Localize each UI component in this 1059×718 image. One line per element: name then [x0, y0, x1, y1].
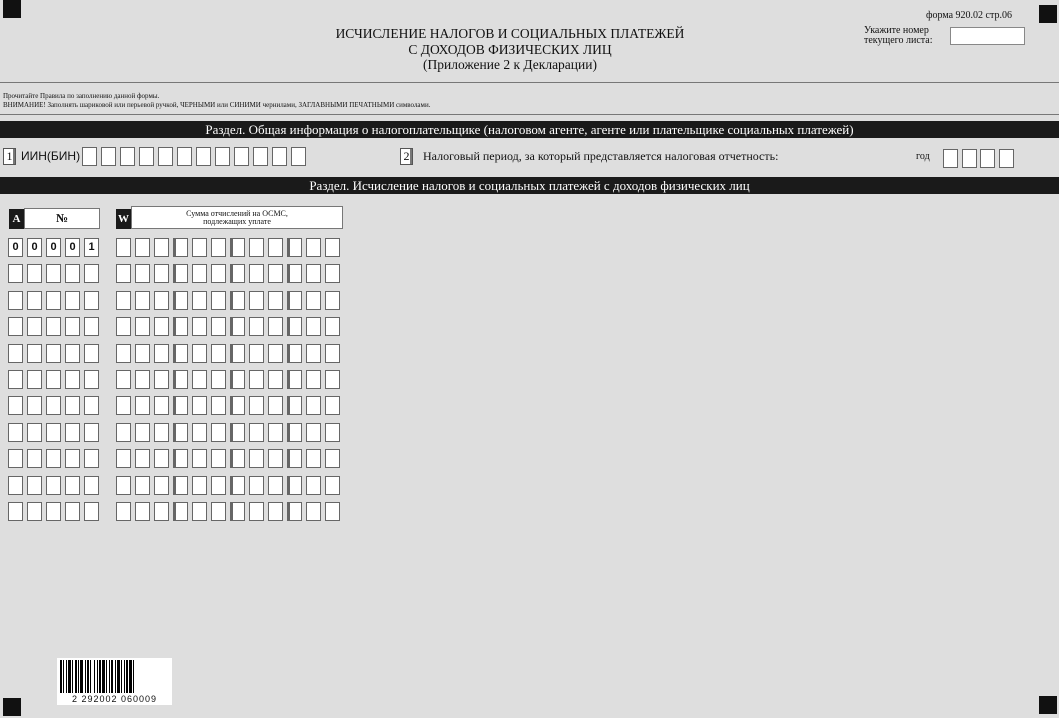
barcode-bar — [72, 660, 73, 693]
osms-amount-digit-cell[interactable] — [135, 396, 150, 415]
osms-amount-digit-cell[interactable] — [230, 502, 245, 521]
osms-amount-digit-cell[interactable] — [230, 476, 245, 495]
osms-amount-digit-cell[interactable] — [211, 317, 226, 336]
osms-amount-digit-cell[interactable] — [249, 370, 264, 389]
osms-amount-digit-cell[interactable] — [154, 423, 169, 442]
barcode-bar — [129, 660, 132, 693]
osms-amount-digit-cell[interactable] — [287, 449, 302, 468]
osms-amount-digit-cell[interactable] — [116, 449, 131, 468]
osms-amount-digit-cell[interactable] — [154, 238, 169, 257]
osms-amount-digit-cell[interactable] — [135, 238, 150, 257]
osms-amount-digit-cell[interactable] — [287, 344, 302, 363]
osms-amount-digit-cell[interactable] — [249, 476, 264, 495]
osms-amount-digit-cell[interactable] — [135, 370, 150, 389]
barcode-bar — [117, 660, 120, 693]
osms-amount-digit-cell[interactable] — [268, 396, 283, 415]
osms-amount-digit-cell[interactable] — [325, 423, 340, 442]
barcode-bar — [87, 660, 89, 693]
osms-amount-digit-cell[interactable] — [135, 344, 150, 363]
osms-amount-digit-cell[interactable] — [306, 264, 321, 283]
osms-amount-digit-cell[interactable] — [173, 264, 188, 283]
osms-amount-digit-cell[interactable] — [325, 396, 340, 415]
osms-amount-digit-cell[interactable] — [325, 476, 340, 495]
iin-bin-digit-cell[interactable] — [215, 147, 230, 166]
osms-amount-digit-cell[interactable] — [116, 238, 131, 257]
osms-amount-digit-cell[interactable] — [192, 476, 207, 495]
barcode-bar — [97, 660, 98, 693]
osms-amount-digit-cell[interactable] — [306, 449, 321, 468]
osms-amount-digit-cell[interactable] — [192, 502, 207, 521]
barcode-bar — [85, 660, 86, 693]
row-number-digit-cell[interactable] — [8, 502, 23, 521]
barcode-bar — [115, 660, 116, 693]
osms-amount-digit-cell[interactable] — [211, 449, 226, 468]
form-code: форма 920.02 стр.06 — [926, 10, 1012, 21]
osms-amount-digit-cell[interactable] — [192, 238, 207, 257]
row-number-digit-cell[interactable] — [46, 502, 61, 521]
osms-amount-digit-cell[interactable] — [325, 264, 340, 283]
osms-amount-digit-cell[interactable] — [249, 449, 264, 468]
row-number-digit-cell[interactable] — [84, 476, 99, 495]
osms-amount-digit-cell[interactable] — [154, 370, 169, 389]
registration-mark-top-right — [1039, 5, 1057, 23]
barcode-bar — [68, 660, 71, 693]
divider — [0, 82, 1059, 83]
row-number-digit-cell[interactable] — [27, 502, 42, 521]
registration-mark-top-left — [3, 0, 21, 18]
row-number-digit-cell[interactable] — [8, 476, 23, 495]
barcode-digits: 2 292002 060009 — [71, 694, 158, 704]
iin-bin-digit-cell[interactable] — [234, 147, 249, 166]
osms-amount-digit-cell[interactable] — [154, 344, 169, 363]
osms-amount-digit-cell[interactable] — [287, 317, 302, 336]
iin-bin-digit-cell[interactable] — [272, 147, 287, 166]
iin-bin-label: ИИН(БИН) — [21, 149, 81, 163]
osms-amount-digit-cell[interactable] — [211, 396, 226, 415]
row-number-digit-cell[interactable] — [46, 396, 61, 415]
osms-amount-digit-cell[interactable] — [230, 449, 245, 468]
row-number-digit-cell[interactable] — [27, 423, 42, 442]
osms-amount-digit-cell[interactable] — [249, 317, 264, 336]
row-number-digit-cell[interactable] — [84, 344, 99, 363]
divider — [0, 114, 1059, 115]
osms-amount-digit-cell[interactable] — [306, 238, 321, 257]
osms-amount-digit-cell[interactable] — [173, 423, 188, 442]
osms-amount-digit-cell[interactable] — [230, 238, 245, 257]
osms-amount-digit-cell[interactable] — [249, 344, 264, 363]
osms-amount-digit-cell[interactable] — [287, 370, 302, 389]
row-number-digit-cell[interactable] — [8, 423, 23, 442]
row-number-digit-cell[interactable] — [84, 291, 99, 310]
osms-amount-digit-cell[interactable] — [268, 502, 283, 521]
osms-amount-digit-cell[interactable] — [268, 449, 283, 468]
osms-amount-digit-cell[interactable] — [192, 396, 207, 415]
row-number-digit-cell[interactable] — [65, 449, 80, 468]
iin-bin-digit-cell[interactable] — [101, 147, 116, 166]
row-number-digit-cell[interactable] — [65, 291, 80, 310]
osms-amount-digit-cell[interactable] — [211, 370, 226, 389]
barcode-bar — [124, 660, 125, 693]
osms-amount-digit-cell[interactable] — [287, 238, 302, 257]
osms-amount-digit-cell[interactable] — [230, 396, 245, 415]
osms-amount-digit-cell[interactable] — [116, 423, 131, 442]
row-number-digit-cell[interactable] — [8, 396, 23, 415]
barcode-bar — [102, 660, 105, 693]
osms-amount-digit-cell[interactable] — [211, 476, 226, 495]
osms-amount-digit-cell[interactable] — [306, 370, 321, 389]
iin-bin-digit-cell[interactable] — [253, 147, 268, 166]
row-number-digit-cell[interactable] — [27, 370, 42, 389]
barcode-bar — [111, 660, 113, 693]
osms-amount-digit-cell[interactable] — [154, 449, 169, 468]
osms-amount-digit-cell[interactable] — [230, 317, 245, 336]
barcode — [57, 658, 172, 705]
osms-amount-digit-cell[interactable] — [287, 476, 302, 495]
osms-amount-digit-cell[interactable] — [230, 264, 245, 283]
row-number-digit-cell[interactable] — [27, 317, 42, 336]
osms-amount-digit-cell[interactable] — [306, 396, 321, 415]
iin-bin-digit-cell[interactable] — [177, 147, 192, 166]
osms-amount-digit-cell[interactable] — [268, 238, 283, 257]
row-number-digit-cell[interactable] — [65, 344, 80, 363]
field-number-badge: 2 — [400, 148, 413, 165]
row-number-digit-cell[interactable] — [84, 317, 99, 336]
osms-amount-digit-cell[interactable] — [154, 291, 169, 310]
iin-bin-digit-cell[interactable] — [158, 147, 173, 166]
osms-amount-digit-cell[interactable] — [287, 423, 302, 442]
osms-amount-digit-cell[interactable] — [230, 291, 245, 310]
osms-amount-digit-cell[interactable] — [211, 291, 226, 310]
iin-bin-digit-cell[interactable] — [139, 147, 154, 166]
barcode-bar — [121, 660, 122, 693]
osms-amount-digit-cell[interactable] — [325, 449, 340, 468]
osms-amount-digit-cell[interactable] — [249, 264, 264, 283]
osms-amount-digit-cell[interactable] — [268, 264, 283, 283]
osms-amount-digit-cell[interactable] — [173, 317, 188, 336]
osms-amount-digit-cell[interactable] — [173, 396, 188, 415]
row-number-digit-cell[interactable] — [65, 317, 80, 336]
section-calculation-header: Раздел. Исчисление налогов и социальных платежей с доходов физических лиц — [0, 177, 1059, 194]
row-number-digit-cell[interactable] — [65, 476, 80, 495]
barcode-bar — [78, 660, 79, 693]
sheet-number-input[interactable] — [950, 27, 1025, 45]
osms-amount-digit-cell[interactable] — [116, 264, 131, 283]
osms-amount-digit-cell[interactable] — [135, 423, 150, 442]
registration-mark-bottom-left — [3, 698, 21, 716]
barcode-bar — [66, 660, 67, 693]
osms-amount-digit-cell[interactable] — [154, 476, 169, 495]
year-digit-cell[interactable] — [943, 149, 958, 168]
row-number-digit-cell[interactable] — [65, 502, 80, 521]
osms-amount-digit-cell[interactable] — [116, 476, 131, 495]
osms-amount-digit-cell[interactable] — [135, 502, 150, 521]
row-number-digit-cell[interactable] — [84, 396, 99, 415]
row-number-digit-cell[interactable] — [84, 502, 99, 521]
osms-amount-digit-cell[interactable] — [230, 423, 245, 442]
osms-amount-digit-cell[interactable] — [268, 476, 283, 495]
barcode-bar — [106, 660, 107, 693]
row-number-digit-cell[interactable] — [46, 370, 61, 389]
row-number-digit-cell[interactable] — [8, 317, 23, 336]
osms-amount-digit-cell[interactable] — [268, 291, 283, 310]
osms-amount-digit-cell[interactable] — [306, 344, 321, 363]
row-number-digit-cell[interactable] — [46, 264, 61, 283]
iin-bin-digit-cell[interactable] — [196, 147, 211, 166]
row-number-digit-cell[interactable] — [65, 396, 80, 415]
osms-amount-digit-cell[interactable] — [192, 291, 207, 310]
osms-amount-digit-cell[interactable] — [325, 502, 340, 521]
osms-amount-digit-cell[interactable] — [306, 502, 321, 521]
registration-mark-bottom-right — [1039, 696, 1057, 714]
osms-amount-digit-cell[interactable] — [249, 291, 264, 310]
osms-amount-digit-cell[interactable] — [154, 264, 169, 283]
osms-amount-digit-cell[interactable] — [116, 291, 131, 310]
osms-amount-digit-cell[interactable] — [230, 344, 245, 363]
barcode-bar — [75, 660, 77, 693]
osms-amount-digit-cell[interactable] — [249, 502, 264, 521]
osms-amount-digit-cell[interactable] — [192, 423, 207, 442]
osms-amount-digit-cell[interactable] — [154, 317, 169, 336]
osms-amount-digit-cell[interactable] — [116, 370, 131, 389]
barcode-bar — [126, 660, 128, 693]
column-w-header-line2: подлежащих уплате — [203, 217, 271, 226]
sheet-number-label-line2: текущего листа: — [864, 35, 933, 46]
row-number-digit-cell[interactable] — [27, 396, 42, 415]
osms-amount-digit-cell[interactable] — [135, 476, 150, 495]
sheet-number-label — [864, 26, 933, 46]
barcode-bar — [109, 660, 110, 693]
osms-amount-digit-cell[interactable] — [192, 344, 207, 363]
row-number-digit-cell[interactable] — [65, 423, 80, 442]
row-number-digit-cell[interactable]: 0 — [8, 238, 23, 257]
row-number-digit-cell[interactable] — [46, 449, 61, 468]
osms-amount-digit-cell[interactable] — [173, 370, 188, 389]
osms-amount-digit-cell[interactable] — [173, 449, 188, 468]
column-w-header — [131, 206, 343, 229]
barcode-bar — [94, 660, 95, 693]
iin-bin-digit-cell[interactable] — [82, 147, 97, 166]
row-number-digit-cell[interactable] — [46, 423, 61, 442]
row-number-digit-cell[interactable]: 0 — [27, 238, 42, 257]
osms-amount-digit-cell[interactable] — [325, 291, 340, 310]
year-digit-cell[interactable] — [980, 149, 995, 168]
form-title-line1: ИСЧИСЛЕНИЕ НАЛОГОВ И СОЦИАЛЬНЫХ ПЛАТЕЖЕЙ — [335, 26, 685, 41]
row-number-digit-cell[interactable] — [8, 291, 23, 310]
osms-amount-digit-cell[interactable] — [249, 238, 264, 257]
iin-bin-digit-cell[interactable] — [291, 147, 306, 166]
osms-amount-digit-cell[interactable] — [306, 291, 321, 310]
osms-amount-digit-cell[interactable] — [135, 291, 150, 310]
row-number-digit-cell[interactable]: 1 — [84, 238, 99, 257]
osms-amount-digit-cell[interactable] — [173, 502, 188, 521]
osms-amount-digit-cell[interactable] — [211, 423, 226, 442]
osms-amount-digit-cell[interactable] — [173, 238, 188, 257]
form-title-line3: (Приложение 2 к Декларации) — [423, 57, 597, 72]
osms-amount-digit-cell[interactable] — [192, 370, 207, 389]
row-number-digit-cell[interactable] — [27, 476, 42, 495]
row-number-digit-cell[interactable] — [84, 449, 99, 468]
osms-amount-digit-cell[interactable] — [173, 476, 188, 495]
osms-amount-digit-cell[interactable] — [230, 370, 245, 389]
year-digit-cell[interactable] — [962, 149, 977, 168]
osms-amount-digit-cell[interactable] — [211, 502, 226, 521]
osms-amount-digit-cell[interactable] — [287, 396, 302, 415]
instructions-line1: Прочитайте Правила по заполнению данной формы. — [3, 92, 160, 100]
field-number-badge: 1 — [3, 148, 16, 165]
osms-amount-digit-cell[interactable] — [135, 317, 150, 336]
row-number-digit-cell[interactable] — [8, 264, 23, 283]
row-number-digit-cell[interactable] — [8, 449, 23, 468]
osms-amount-digit-cell[interactable] — [268, 370, 283, 389]
osms-amount-digit-cell[interactable] — [154, 396, 169, 415]
row-number-digit-cell[interactable] — [8, 344, 23, 363]
osms-amount-digit-cell[interactable] — [173, 291, 188, 310]
row-number-digit-cell[interactable] — [84, 264, 99, 283]
osms-amount-digit-cell[interactable] — [211, 238, 226, 257]
barcode-bar — [99, 660, 101, 693]
row-number-digit-cell[interactable] — [46, 476, 61, 495]
osms-amount-digit-cell[interactable] — [287, 291, 302, 310]
row-number-digit-cell[interactable] — [46, 317, 61, 336]
osms-amount-digit-cell[interactable] — [268, 344, 283, 363]
form-title-line2: С ДОХОДОВ ФИЗИЧЕСКИХ ЛИЦ — [408, 41, 612, 57]
barcode-bar — [80, 660, 83, 693]
barcode-bar — [133, 660, 134, 693]
barcode-bar — [60, 660, 62, 693]
osms-amount-digit-cell[interactable] — [306, 423, 321, 442]
osms-amount-digit-cell[interactable] — [192, 449, 207, 468]
osms-amount-digit-cell[interactable] — [306, 317, 321, 336]
row-number-digit-cell[interactable] — [27, 264, 42, 283]
osms-amount-digit-cell[interactable] — [116, 396, 131, 415]
column-a-header: № — [24, 208, 100, 229]
row-number-digit-cell[interactable] — [27, 449, 42, 468]
osms-amount-digit-cell[interactable] — [287, 264, 302, 283]
iin-bin-digit-cell[interactable] — [120, 147, 135, 166]
tax-period-label: Налоговый период, за который представляется налоговая отчетность: — [423, 149, 779, 163]
row-number-digit-cell[interactable] — [65, 264, 80, 283]
osms-amount-digit-cell[interactable] — [116, 502, 131, 521]
osms-amount-digit-cell[interactable] — [192, 317, 207, 336]
year-digit-cell[interactable] — [999, 149, 1014, 168]
osms-amount-digit-cell[interactable] — [268, 423, 283, 442]
column-a-code: A — [9, 209, 24, 229]
osms-amount-digit-cell[interactable] — [173, 344, 188, 363]
row-number-digit-cell[interactable]: 0 — [46, 238, 61, 257]
form-title — [300, 26, 720, 73]
osms-amount-digit-cell[interactable] — [268, 317, 283, 336]
row-number-digit-cell[interactable] — [46, 344, 61, 363]
osms-amount-digit-cell[interactable] — [249, 396, 264, 415]
row-number-digit-cell[interactable] — [84, 370, 99, 389]
barcode-bar — [90, 660, 91, 693]
row-number-digit-cell[interactable] — [65, 370, 80, 389]
osms-amount-digit-cell[interactable] — [135, 449, 150, 468]
row-number-digit-cell[interactable]: 0 — [65, 238, 80, 257]
barcode-bars — [57, 658, 172, 694]
instructions-line2: ВНИМАНИЕ! Заполнять шариковой или перьевой ручкой, ЧЕРНЫМИ или СИНИМИ чернилами, ЗАГЛАВНЫМИ ПЕЧАТНЫМИ символами. — [3, 101, 431, 109]
osms-amount-digit-cell[interactable] — [211, 264, 226, 283]
row-number-digit-cell[interactable] — [8, 370, 23, 389]
row-number-digit-cell[interactable] — [84, 423, 99, 442]
sheet-number-label-line1: Укажите номер — [864, 25, 929, 36]
row-number-digit-cell[interactable] — [27, 291, 42, 310]
osms-amount-digit-cell[interactable] — [325, 238, 340, 257]
osms-amount-digit-cell[interactable] — [154, 502, 169, 521]
column-w-header-line1: Сумма отчислений на ОСМС, — [186, 209, 288, 218]
osms-amount-digit-cell[interactable] — [116, 317, 131, 336]
osms-amount-digit-cell[interactable] — [116, 344, 131, 363]
year-label: год — [916, 151, 930, 162]
osms-amount-digit-cell[interactable] — [135, 264, 150, 283]
osms-amount-digit-cell[interactable] — [192, 264, 207, 283]
osms-amount-digit-cell[interactable] — [325, 370, 340, 389]
osms-amount-digit-cell[interactable] — [325, 344, 340, 363]
column-w-code: W — [116, 209, 131, 229]
osms-amount-digit-cell[interactable] — [211, 344, 226, 363]
row-number-digit-cell[interactable] — [46, 291, 61, 310]
barcode-bar — [63, 660, 64, 693]
row-number-digit-cell[interactable] — [27, 344, 42, 363]
osms-amount-digit-cell[interactable] — [249, 423, 264, 442]
osms-amount-digit-cell[interactable] — [306, 476, 321, 495]
section-general-info-header: Раздел. Общая информация о налогоплательщике (налоговом агенте, агенте или плательщике социальных платежей) — [0, 121, 1059, 138]
osms-amount-digit-cell[interactable] — [325, 317, 340, 336]
osms-amount-digit-cell[interactable] — [287, 502, 302, 521]
